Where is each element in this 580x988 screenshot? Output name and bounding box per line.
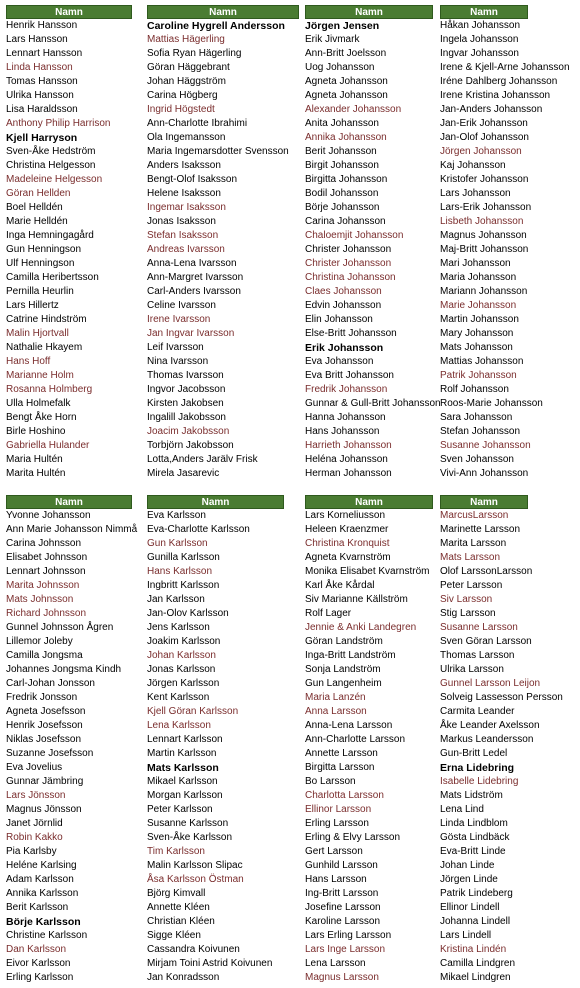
name-entry: Anna-Lena Ivarsson [147, 258, 237, 269]
column-4 [440, 5, 570, 481]
name-entry: Fredrik Jonsson [6, 692, 78, 703]
name-entry: Alexander Johansson [305, 104, 402, 115]
name-entry: Ingalill Jakobsson [147, 412, 226, 423]
name-entry: Niklas Josefsson [6, 734, 82, 745]
name-entry: Lars Erling Larsson [305, 930, 392, 941]
name-entry: Henrik Josefsson [6, 720, 83, 731]
name-entry: Erik Johansson [305, 342, 384, 354]
name-entry: Mikael Lindgren [440, 972, 511, 983]
name-entry: Torbjörn Jakobsson [147, 440, 234, 451]
name-entry: Anna-Lena Larsson [305, 720, 393, 731]
name-entry: Marie Johansson [440, 300, 517, 311]
name-entry: Mirela Jasarevic [147, 468, 220, 479]
name-entry: Birgitta Larsson [305, 762, 375, 773]
name-entry: Gunnar Jämbring [6, 776, 84, 787]
name-entry: Ingvar Johansson [440, 48, 519, 59]
name-entry: Eva Karlsson [147, 510, 206, 521]
name-entry: Ingela Johansson [440, 34, 519, 45]
name-entry: Leif Ivarsson [147, 342, 204, 353]
name-entry: Elisabet Johnsson [6, 552, 88, 563]
name-entry: Sigge Kléen [147, 930, 201, 941]
name-list [305, 509, 433, 985]
name-entry: Anthony Philip Harrison [6, 118, 111, 129]
name-entry: Erling Larsson [305, 818, 369, 829]
name-entry: Mirjam Toini Astrid Koivunen [147, 958, 273, 969]
column-header: Namn [147, 495, 284, 509]
name-entry: Ulla Holmefalk [6, 398, 71, 409]
name-entry: Lennart Hansson [6, 48, 83, 59]
name-entry: Boel Helldén [6, 202, 63, 213]
name-entry: Christer Johansson [305, 244, 392, 255]
column-8 [440, 495, 563, 985]
name-list [440, 509, 563, 985]
name-entry: Ingvor Jacobsson [147, 384, 226, 395]
name-entry: Lisbeth Johansson [440, 216, 524, 227]
name-entry: Kent Karlsson [147, 692, 210, 703]
name-entry: Suzanne Josefsson [6, 748, 94, 759]
name-entry: Anna Larsson [305, 706, 367, 717]
name-entry: Thomas Larsson [440, 650, 515, 661]
column-2 [147, 5, 299, 481]
name-entry: Christina Kronquist [305, 538, 390, 549]
name-entry: Robin Kakko [6, 832, 63, 843]
name-entry: Ann-Charlotte Larsson [305, 734, 406, 745]
name-entry: Gunnel Larsson Leijon [440, 678, 541, 689]
name-entry: Ann-Britt Joelsson [305, 48, 387, 59]
name-entry: Jens Karlsson [147, 622, 210, 633]
name-entry: Johan Karlsson [147, 650, 216, 661]
name-entry: Marita Hultén [6, 468, 66, 479]
name-entry: Dan Karlsson [6, 944, 67, 955]
name-entry: Marianne Holm [6, 370, 74, 381]
name-entry: Jan Konradsson [147, 972, 220, 983]
name-entry: Heléne Karlsing [6, 860, 77, 871]
name-entry: Lars Jönsson [6, 790, 66, 801]
column-6 [147, 495, 284, 985]
name-entry: Maj-Britt Johansson [440, 244, 529, 255]
name-entry: Marita Johnsson [6, 580, 80, 591]
name-entry: Mats Johansson [440, 342, 513, 353]
name-entry: Berit Johansson [305, 146, 377, 157]
name-entry: Linda Hansson [6, 62, 73, 73]
name-entry: Maria Ingemarsdotter Svensson [147, 146, 289, 157]
name-entry: Hans Karlsson [147, 566, 213, 577]
name-entry: Herman Johansson [305, 468, 392, 479]
name-entry: Bodil Johansson [305, 188, 379, 199]
name-entry: Ulrika Hansson [6, 90, 74, 101]
name-entry: Jörgen Johansson [440, 146, 522, 157]
name-entry: Peter Larsson [440, 580, 503, 591]
name-entry: Maria Hultén [6, 454, 63, 465]
name-entry: Charlotta Larsson [305, 790, 384, 801]
name-entry: Mats Lidström [440, 790, 503, 801]
name-entry: Mari Johansson [440, 258, 511, 269]
name-entry: Gun Langenheim [305, 678, 382, 689]
name-entry: Inga-Britt Landström [305, 650, 396, 661]
name-entry: Isabelle Lidebring [440, 776, 519, 787]
name-entry: Anders Isaksson [147, 160, 221, 171]
name-entry: Ellinor Lindell [440, 902, 500, 913]
name-entry: Lillemor Joleby [6, 636, 73, 647]
name-entry: Henrik Hansson [6, 20, 78, 31]
name-entry: Mats Karlsson [147, 762, 219, 774]
name-entry: Lena Karlsson [147, 720, 211, 731]
name-entry: Lennart Johnsson [6, 566, 86, 577]
name-entry: Helene Isaksson [147, 188, 221, 199]
name-entry: Malin Hjortvall [6, 328, 69, 339]
name-entry: Lisa Haraldsson [6, 104, 78, 115]
name-entry: Gösta Lindbäck [440, 832, 510, 843]
name-entry: Camilla Lindgren [440, 958, 516, 969]
column-header: Namn [440, 495, 528, 509]
name-entry: Eva-Britt Linde [440, 846, 506, 857]
name-entry: Siv Marianne Källström [305, 594, 408, 605]
name-entry: Gun Karlsson [147, 538, 208, 549]
name-entry: Caroline Hygrell Andersson [147, 20, 285, 32]
name-entry: Gabriella Hulander [6, 440, 90, 451]
name-entry: Erling & Elvy Larsson [305, 832, 401, 843]
column-header: Namn [147, 5, 299, 19]
name-entry: Håkan Johansson [440, 20, 521, 31]
name-entry: Lars Korneliusson [305, 510, 386, 521]
name-entry: Sven-Åke Karlsson [147, 832, 233, 843]
name-entry: Gert Larsson [305, 846, 363, 857]
name-entry: Agneta Josefsson [6, 706, 86, 717]
name-entry: Mats Johnsson [6, 594, 74, 605]
name-entry: Åsa Karlsson Östman [147, 874, 244, 885]
name-entry: Catrine Hindström [6, 314, 87, 325]
name-entry: Mikael Karlsson [147, 776, 218, 787]
name-entry: Gunhild Larsson [305, 860, 378, 871]
name-entry: Celine Ivarsson [147, 300, 216, 311]
name-entry: Irene Kristina Johansson [440, 90, 551, 101]
name-entry: Jan-Anders Johansson [440, 104, 543, 115]
name-entry: Ola Ingemansson [147, 132, 226, 143]
name-entry: Eva Johansson [305, 356, 374, 367]
name-entry: Yvonne Johansson [6, 510, 91, 521]
name-entry: Else-Britt Johansson [305, 328, 397, 339]
name-entry: Sonja Landström [305, 664, 381, 675]
name-entry: Morgan Karlsson [147, 790, 223, 801]
name-entry: Börje Johansson [305, 202, 380, 213]
name-entry: Lars-Erik Johansson [440, 202, 532, 213]
name-entry: Christer Johansson [305, 258, 392, 269]
name-entry: Harrieth Johansson [305, 440, 392, 451]
name-entry: Thomas Ivarsson [147, 370, 224, 381]
name-entry: Rosanna Holmberg [6, 384, 93, 395]
name-entry: Eivor Karlsson [6, 958, 71, 969]
name-entry: Gun Henningson [6, 244, 82, 255]
name-entry: Rolf Lager [305, 608, 352, 619]
name-entry: Joakim Karlsson [147, 636, 221, 647]
name-entry: Mattias Johansson [440, 356, 524, 367]
name-entry: Irene Ivarsson [147, 314, 211, 325]
name-entry: Erik Jivmark [305, 34, 360, 45]
name-entry: Christian Kléen [147, 916, 215, 927]
column-7 [305, 495, 433, 985]
name-entry: Camilla Heribertsson [6, 272, 99, 283]
column-1 [6, 5, 132, 481]
name-entry: Gunnar & Gull-Britt Johansson [305, 398, 441, 409]
name-entry: Marinette Larsson [440, 524, 521, 535]
name-entry: Stefan Johansson [440, 426, 521, 437]
name-entry: Siv Larsson [440, 594, 493, 605]
name-entry: Ulrika Larsson [440, 664, 504, 675]
name-entry: Johan Häggström [147, 76, 226, 87]
name-entry: Christina Helgesson [6, 160, 96, 171]
name-entry: Christina Johansson [305, 272, 396, 283]
name-entry: Lars Hillertz [6, 300, 59, 311]
name-entry: Rolf Johansson [440, 384, 509, 395]
name-entry: Peter Karlsson [147, 804, 213, 815]
name-entry: Kjell Göran Karlsson [147, 706, 239, 717]
name-entry: Annette Kléen [147, 902, 210, 913]
name-entry: Bengt Åke Horn [6, 412, 77, 423]
name-entry: Annette Larsson [305, 748, 378, 759]
name-list [305, 19, 441, 481]
name-entry: Bo Larsson [305, 776, 356, 787]
name-entry: Jörgen Karlsson [147, 678, 220, 689]
name-entry: Sven Göran Larsson [440, 636, 532, 647]
column-3 [305, 5, 441, 481]
name-entry: Olof LarssonLarsson [440, 566, 533, 577]
name-entry: Andreas Ivarsson [147, 244, 225, 255]
name-entry: Jan Ingvar Ivarsson [147, 328, 235, 339]
name-entry: Ingemar Isaksson [147, 202, 226, 213]
name-entry: Iréne Dahlberg Johansson [440, 76, 558, 87]
name-entry: Maria Lanzén [305, 692, 366, 703]
name-entry: Magnus Larsson [305, 972, 379, 983]
name-entry: Maria Johansson [440, 272, 517, 283]
name-entry: Carina Johnsson [6, 538, 82, 549]
name-entry: Johan Linde [440, 860, 495, 871]
name-entry: Magnus Johansson [440, 230, 527, 241]
name-entry: Ann-Charlotte Ibrahimi [147, 118, 248, 129]
name-entry: Agneta Johansson [305, 90, 388, 101]
name-entry: Jan Karlsson [147, 594, 205, 605]
name-entry: Irene & Kjell-Arne Johansson [440, 62, 570, 73]
name-entry: Eva Jovelius [6, 762, 63, 773]
name-entry: Johannes Jongsma Kindh [6, 664, 122, 675]
name-entry: Mary Johansson [440, 328, 514, 339]
name-entry: Jan-Olof Johansson [440, 132, 529, 143]
name-entry: Sara Johansson [440, 412, 513, 423]
name-entry: Vivi-Ann Johansson [440, 468, 529, 479]
name-entry: Lotta,Anders Jarälv Frisk [147, 454, 258, 465]
name-entry: Martin Karlsson [147, 748, 217, 759]
name-entry: Carl-Johan Jonsson [6, 678, 95, 689]
name-entry: Adam Karlsson [6, 874, 74, 885]
name-entry: Ann-Margret Ivarsson [147, 272, 244, 283]
name-list [440, 19, 570, 481]
name-entry: Roos-Marie Johansson [440, 398, 543, 409]
name-entry: Birgit Johansson [305, 160, 379, 171]
name-entry: Lars Johansson [440, 188, 511, 199]
name-entry: Jennie & Anki Landegren [305, 622, 417, 633]
name-entry: Johanna Lindell [440, 916, 511, 927]
name-entry: Linda Lindblom [440, 818, 508, 829]
name-entry: Carina Högberg [147, 90, 218, 101]
name-entry: Lennart Karlsson [147, 734, 223, 745]
name-entry: Kjell Harryson [6, 132, 78, 144]
name-entry: Karl Åke Kårdal [305, 580, 375, 591]
name-entry: Sven-Åke Hedström [6, 146, 96, 157]
column-header: Namn [305, 495, 433, 509]
name-entry: Magnus Jönsson [6, 804, 82, 815]
name-entry: Nina Ivarsson [147, 356, 209, 367]
name-entry: Ulf Henningson [6, 258, 75, 269]
name-entry: Hans Hoff [6, 356, 51, 367]
name-entry: Ingbritt Karlsson [147, 580, 220, 591]
name-entry: Josefine Larsson [305, 902, 381, 913]
name-entry: Lena Larsson [305, 958, 366, 969]
name-entry: Susanne Karlsson [147, 818, 229, 829]
column-header: Namn [305, 5, 433, 19]
name-entry: Jan-Erik Johansson [440, 118, 528, 129]
name-entry: Erna Lidebring [440, 762, 515, 774]
name-entry: Kaj Johansson [440, 160, 506, 171]
name-entry: Heléna Johansson [305, 454, 388, 465]
name-entry: Erling Karlsson [6, 972, 74, 983]
name-entry: Mats Larsson [440, 552, 501, 563]
name-entry: Annika Johansson [305, 132, 387, 143]
name-entry: Pia Karlsby [6, 846, 57, 857]
name-entry: Malin Karlsson Slipac [147, 860, 243, 871]
name-entry: Jörgen Jensen [305, 20, 380, 32]
name-entry: Nathalie Hkayem [6, 342, 83, 353]
name-entry: Kirsten Jakobsen [147, 398, 224, 409]
name-entry: Markus Leandersson [440, 734, 534, 745]
name-entry: Göran Landström [305, 636, 383, 647]
name-entry: Marie Helldén [6, 216, 68, 227]
name-entry: Eva-Charlotte Karlsson [147, 524, 250, 535]
name-entry: Tomas Hansson [6, 76, 78, 87]
name-entry: Åke Leander Axelsson [440, 720, 540, 731]
name-entry: Christine Karlsson [6, 930, 88, 941]
column-5 [6, 495, 138, 985]
name-entry: Martin Johansson [440, 314, 519, 325]
name-entry: Kristofer Johansson [440, 174, 529, 185]
name-entry: Solveig Lassesson Persson [440, 692, 563, 703]
name-entry: Anita Johansson [305, 118, 379, 129]
name-entry: Kristina Lindén [440, 944, 507, 955]
name-entry: Göran Häggebrant [147, 62, 230, 73]
name-entry: Ann Marie Johansson Nimmå [6, 524, 138, 535]
name-entry: Carmita Leander [440, 706, 515, 717]
name-entry: MarcusLarsson [440, 510, 509, 521]
name-entry: Susanne Johansson [440, 440, 531, 451]
name-entry: Richard Johnsson [6, 608, 87, 619]
name-entry: Jonas Karlsson [147, 664, 216, 675]
name-entry: Eva Britt Johansson [305, 370, 394, 381]
name-entry: Hans Larsson [305, 874, 367, 885]
name-entry: Edvin Johansson [305, 300, 382, 311]
column-header: Namn [6, 5, 132, 19]
name-entry: Jonas Isaksson [147, 216, 216, 227]
column-header: Namn [440, 5, 528, 19]
name-entry: Annika Karlsson [6, 888, 79, 899]
name-list [6, 19, 132, 481]
name-list [147, 509, 284, 985]
name-entry: Göran Hellden [6, 188, 71, 199]
name-entry: Lena Lind [440, 804, 484, 815]
name-entry: Gunnel Johnsson Ågren [6, 622, 114, 633]
name-entry: Ellinor Larsson [305, 804, 372, 815]
name-list [6, 509, 138, 985]
name-entry: Birgitta Johansson [305, 174, 388, 185]
name-entry: Carina Johansson [305, 216, 386, 227]
name-entry: Gunilla Karlsson [147, 552, 220, 563]
name-entry: Agneta Kvarnström [305, 552, 391, 563]
name-entry: Marita Larsson [440, 538, 507, 549]
name-entry: Birle Hoshino [6, 426, 66, 437]
name-entry: Mattias Hägerling [147, 34, 225, 45]
name-entry: Patrik Lindeberg [440, 888, 513, 899]
name-entry: Jörgen Linde [440, 874, 498, 885]
name-entry: Lars Lindell [440, 930, 492, 941]
name-entry: Lars Hansson [6, 34, 68, 45]
name-entry: Berit Karlsson [6, 902, 69, 913]
name-entry: Madeleine Helgesson [6, 174, 103, 185]
name-entry: Elin Johansson [305, 314, 373, 325]
name-entry: Sofia Ryan Hägerling [147, 48, 242, 59]
name-entry: Börje Karlsson [6, 916, 81, 928]
name-entry: Sven Johansson [440, 454, 514, 465]
name-entry: Björg Kimvall [147, 888, 206, 899]
name-entry: Gun-Britt Ledel [440, 748, 508, 759]
name-entry: Jan-Olov Karlsson [147, 608, 229, 619]
name-entry: Uog Johansson [305, 62, 375, 73]
name-entry: Tim Karlsson [147, 846, 205, 857]
name-entry: Stefan Isaksson [147, 230, 219, 241]
name-entry: Heleen Kraenzmer [305, 524, 389, 535]
name-entry: Ing-Britt Larsson [305, 888, 379, 899]
name-entry: Hans Johansson [305, 426, 380, 437]
column-header: Namn [6, 495, 132, 509]
name-entry: Chaloemjit Johansson [305, 230, 404, 241]
name-entry: Ingrid Högstedt [147, 104, 215, 115]
name-entry: Agneta Johansson [305, 76, 388, 87]
name-entry: Hanna Johansson [305, 412, 386, 423]
name-entry: Cassandra Koivunen [147, 944, 240, 955]
name-entry: Karoline Larsson [305, 916, 381, 927]
name-entry: Susanne Larsson [440, 622, 518, 633]
name-entry: Stig Larsson [440, 608, 496, 619]
name-entry: Patrik Johansson [440, 370, 517, 381]
name-entry: Claes Johansson [305, 286, 382, 297]
name-entry: Pernilla Heurlin [6, 286, 74, 297]
name-entry: Carl-Anders Ivarsson [147, 286, 241, 297]
name-entry: Inga Hemningagård [6, 230, 94, 241]
name-entry: Lars Inge Larsson [305, 944, 386, 955]
name-entry: Janet Jörnlid [6, 818, 63, 829]
name-entry: Monika Elisabet Kvarnström [305, 566, 430, 577]
name-list [147, 19, 299, 481]
name-entry: Bengt-Olof Isaksson [147, 174, 238, 185]
name-entry: Joacim Jakobsson [147, 426, 230, 437]
name-entry: Mariann Johansson [440, 286, 528, 297]
name-entry: Camilla Jongsma [6, 650, 83, 661]
name-entry: Fredrik Johansson [305, 384, 388, 395]
